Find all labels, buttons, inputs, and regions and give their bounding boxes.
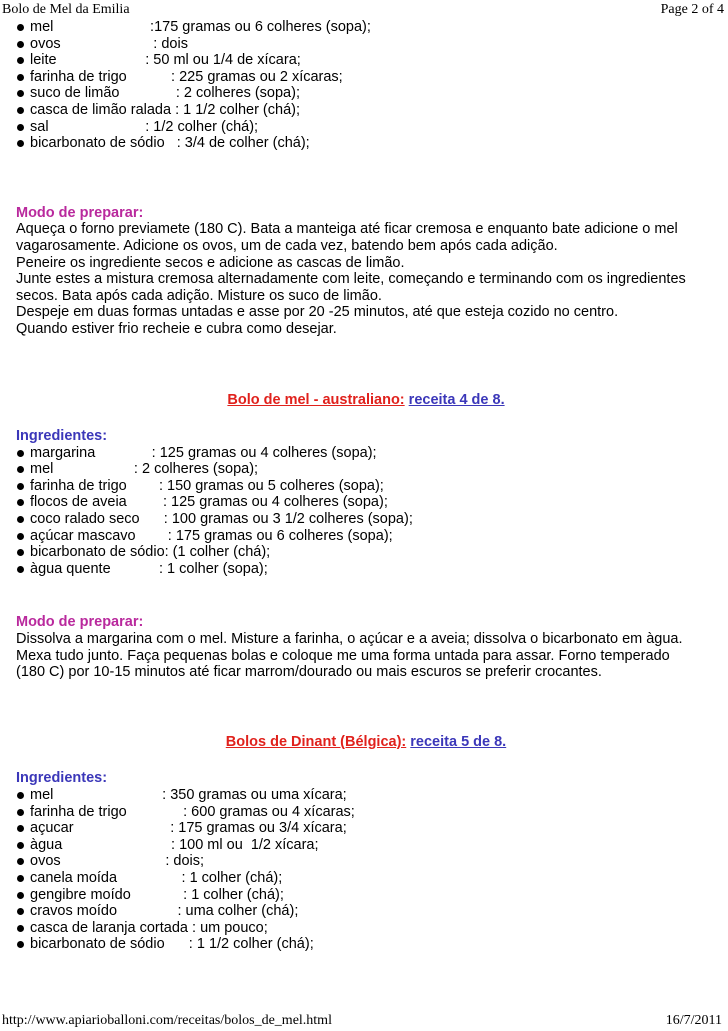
bullet-icon [17, 74, 24, 81]
list-item: açúcar mascavo : 175 gramas ou 6 colheres (sopa); [16, 528, 716, 545]
list-item: bicarbonato de sódio : 3/4 de colher (chá); [16, 135, 716, 152]
list-item: casca de laranja cortada : um pouco; [16, 920, 716, 937]
list-item: farinha de trigo : 600 gramas ou 4 xícaras; [16, 804, 716, 821]
method-line: Dissolva a margarina com o mel. Misture a farinha, o açúcar e a aveia; dissolva o bicarbonato em àgua. [16, 631, 683, 648]
page-content [16, 19, 716, 953]
bullet-icon [17, 858, 24, 865]
list-item: margarina : 125 gramas ou 4 colheres (sopa); [16, 445, 716, 462]
bullet-icon [17, 41, 24, 48]
recipe4-name: Bolo de mel - australiano: [227, 391, 405, 408]
list-item: leite : 50 ml ou 1/4 de xícara; [16, 52, 716, 69]
list-item: farinha de trigo : 150 gramas ou 5 colheres (sopa); [16, 478, 716, 495]
method-line: Aqueça o forno previamete (180 C). Bata a manteiga até ficar cremosa e enquanto bate adicione o mel [16, 221, 678, 238]
bullet-icon [17, 533, 24, 540]
source-url: http://www.apiarioballoni.com/receitas/bolos_de_mel.html [2, 1013, 332, 1028]
bullet-icon [17, 809, 24, 816]
recipe4-count-link[interactable]: receita 4 de 8. [408, 391, 505, 408]
bullet-icon [17, 792, 24, 799]
list-item: àgua quente : 1 colher (sopa); [16, 561, 716, 578]
recipe5-name: Bolos de Dinant (Bélgica): [225, 733, 407, 750]
method-line: Junte estes a mistura cremosa alternadamente com leite, começando e terminando com os ingredientes [16, 271, 686, 288]
print-date: 16/7/2011 [665, 1013, 722, 1028]
list-item: casca de limão ralada : 1 1/2 colher (chá); [16, 102, 716, 119]
recipe3-ingredient-list [16, 19, 716, 152]
recipe4-method-heading: Modo de preparar: [16, 614, 144, 631]
recipe3-method-heading: Modo de preparar: [16, 204, 144, 221]
method-line: Despeje em duas formas untadas e asse por 20 -25 minutos, até que esteja cozido no centro. [16, 304, 619, 321]
bullet-icon [17, 450, 24, 457]
list-item: sal : 1/2 colher (chá); [16, 119, 716, 136]
bullet-icon [17, 57, 24, 64]
bullet-icon [17, 875, 24, 882]
bullet-icon [17, 499, 24, 506]
bullet-icon [17, 516, 24, 523]
recipe4-title [16, 392, 716, 409]
document-title: Bolo de Mel da Emilia [2, 2, 130, 17]
list-item: ovos : dois [16, 36, 716, 53]
recipe5-title [16, 734, 716, 751]
page-header [0, 0, 728, 20]
list-item: ovos : dois; [16, 853, 716, 870]
list-item: bicarbonato de sódio : 1 1/2 colher (chá); [16, 936, 716, 953]
bullet-icon [17, 549, 24, 556]
list-item: flocos de aveia : 125 gramas ou 4 colheres (sopa); [16, 494, 716, 511]
bullet-icon [17, 925, 24, 932]
list-item: mel : 2 colheres (sopa); [16, 461, 716, 478]
list-item: canela moída : 1 colher (chá); [16, 870, 716, 887]
bullet-icon [17, 842, 24, 849]
list-item: gengibre moído : 1 colher (chá); [16, 887, 716, 904]
list-item: farinha de trigo : 225 gramas ou 2 xícaras; [16, 69, 716, 86]
recipe5-ingredients-heading: Ingredientes: [16, 770, 108, 787]
method-line: (180 C) por 10-15 minutos até ficar marrom/dourado ou mais escuros se preferir crocantes. [16, 664, 602, 681]
list-item: bicarbonato de sódio: (1 colher (chá); [16, 544, 716, 561]
bullet-icon [17, 892, 24, 899]
bullet-icon [17, 90, 24, 97]
bullet-icon [17, 24, 24, 31]
page-number: Page 2 of 4 [660, 2, 724, 17]
list-item: àgua : 100 ml ou 1/2 xícara; [16, 837, 716, 854]
method-line: Quando estiver frio recheie e cubra como desejar. [16, 320, 337, 337]
bullet-icon [17, 107, 24, 114]
recipe5-count-link[interactable]: receita 5 de 8. [410, 733, 507, 750]
bullet-icon [17, 566, 24, 573]
method-line: vagarosamente. Adicione os ovos, um de cada vez, batendo bem após cada adição. [16, 237, 558, 254]
bullet-icon [17, 825, 24, 832]
page-footer [0, 1013, 728, 1031]
bullet-icon [17, 140, 24, 147]
method-line: Mexa tudo junto. Faça pequenas bolas e coloque me uma forma untada para assar. Forno temperado [16, 647, 670, 664]
recipe5-ingredient-list [16, 787, 716, 953]
list-item: mel : 350 gramas ou uma xícara; [16, 787, 716, 804]
list-item: cravos moído : uma colher (chá); [16, 903, 716, 920]
list-item: açucar : 175 gramas ou 3/4 xícara; [16, 820, 716, 837]
list-item: suco de limão : 2 colheres (sopa); [16, 85, 716, 102]
list-item: coco ralado seco : 100 gramas ou 3 1/2 colheres (sopa); [16, 511, 716, 528]
bullet-icon [17, 483, 24, 490]
method-line: Peneire os ingrediente secos e adicione as cascas de limão. [16, 254, 405, 271]
recipe4-ingredient-list [16, 445, 716, 578]
recipe4-ingredients-heading: Ingredientes: [16, 428, 108, 445]
bullet-icon [17, 908, 24, 915]
method-line: secos. Bata após cada adição. Misture os suco de limão. [16, 287, 382, 304]
bullet-icon [17, 941, 24, 948]
recipe3-method-text [16, 221, 716, 337]
list-item: mel :175 gramas ou 6 colheres (sopa); [16, 19, 716, 36]
bullet-icon [17, 466, 24, 473]
recipe4-method-text [16, 631, 716, 681]
bullet-icon [17, 124, 24, 131]
